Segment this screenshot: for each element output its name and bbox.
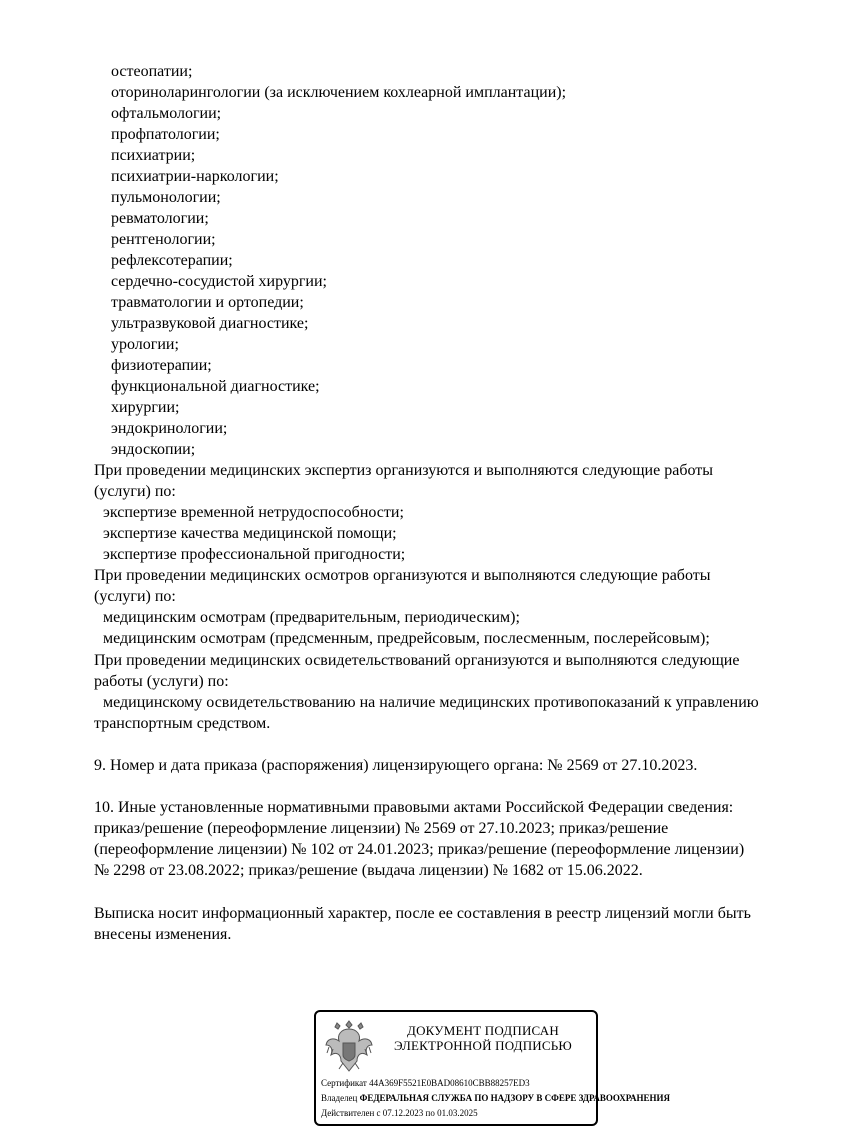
text-line: пульмонологии;	[111, 189, 221, 206]
text-line: Выписка носит информационный характер, после ее составления в реестр лицензий могли быть	[94, 905, 751, 922]
text-line: хирургии;	[111, 399, 180, 416]
text-line: медицинскому освидетельствованию на наличие медицинских противопоказаний к управлению	[103, 694, 759, 711]
text-line: физиотерапии;	[111, 357, 212, 374]
text-line: эндокринологии;	[111, 420, 228, 437]
text-line: работы (услуги) по:	[94, 673, 229, 690]
certificate-value: 44A369F5521E0BAD08610CBB88257ED3	[369, 1078, 530, 1088]
text-line: (услуги) по:	[94, 483, 176, 500]
text-line: При проведении медицинских осмотров организуются и выполняются следующие работы	[94, 567, 711, 584]
text-line: психиатрии;	[111, 147, 196, 164]
electronic-signature-stamp	[314, 1010, 671, 1126]
text-line: эндоскопии;	[111, 441, 196, 458]
text-line: внесены изменения.	[94, 926, 232, 943]
stamp-title-line-2: ЭЛЕКТРОННОЙ ПОДПИСЬЮ	[394, 1038, 572, 1053]
stamp-title	[380, 1023, 586, 1053]
text-line: функциональной диагностике;	[111, 378, 320, 395]
stamp-owner	[321, 1093, 670, 1104]
text-line: психиатрии-наркологии;	[111, 168, 279, 185]
text-line: 9. Номер и дата приказа (распоряжения) лицензирующего органа: № 2569 от 27.10.2023.	[94, 757, 698, 774]
text-line: сердечно-сосудистой хирургии;	[111, 273, 327, 290]
coat-of-arms-icon	[323, 1017, 375, 1075]
text-line: (переоформление лицензии) № 102 от 24.01.2023; приказ/решение (переоформление лицензии)	[94, 841, 745, 858]
text-line: (услуги) по:	[94, 588, 176, 605]
text-line: остеопатии;	[111, 63, 193, 80]
text-line: При проведении медицинских экспертиз организуются и выполняются следующие работы	[94, 462, 713, 479]
text-line: экспертизе временной нетрудоспособности;	[103, 504, 404, 521]
text-line: экспертизе профессиональной пригодности;	[103, 546, 406, 563]
text-line: рефлексотерапии;	[111, 252, 233, 269]
text-line: ревматологии;	[111, 210, 209, 227]
text-line: рентгенологии;	[111, 231, 216, 248]
stamp-title-line-1: ДОКУМЕНТ ПОДПИСАН	[407, 1023, 559, 1038]
text-line: № 2298 от 23.08.2022; приказ/решение (выдача лицензии) № 1682 от 15.06.2022.	[94, 862, 643, 879]
text-line: медицинским осмотрам (предварительным, периодическим);	[103, 609, 520, 626]
owner-label: Владелец	[321, 1093, 358, 1103]
text-line: экспертизе качества медицинской помощи;	[103, 525, 397, 542]
text-line: При проведении медицинских освидетельствований организуются и выполняются следующие	[94, 652, 740, 669]
text-line: травматологии и ортопедии;	[111, 294, 304, 311]
owner-value: ФЕДЕРАЛЬНАЯ СЛУЖБА ПО НАДЗОРУ В СФЕРЕ ЗДРАВООХРАНЕНИЯ	[359, 1093, 671, 1103]
text-line: урологии;	[111, 336, 179, 353]
stamp-certificate	[321, 1078, 530, 1089]
text-line: медицинским осмотрам (предсменным, предрейсовым, послесменным, послерейсовым);	[103, 630, 710, 647]
text-line: оториноларингологии (за исключением кохлеарной имплантации);	[111, 84, 567, 101]
stamp-validity: Действителен с 07.12.2023 по 01.03.2025	[321, 1108, 478, 1118]
text-line: приказ/решение (переоформление лицензии) № 2569 от 27.10.2023; приказ/решение	[94, 820, 669, 837]
text-line: офтальмологии;	[111, 105, 222, 122]
text-line: транспортным средством.	[94, 715, 271, 732]
text-line: 10. Иные установленные нормативными правовыми актами Российской Федерации сведения:	[94, 799, 734, 816]
text-line: профпатологии;	[111, 126, 220, 143]
certificate-label: Сертификат	[321, 1078, 367, 1088]
text-line: ультразвуковой диагностике;	[111, 315, 309, 332]
